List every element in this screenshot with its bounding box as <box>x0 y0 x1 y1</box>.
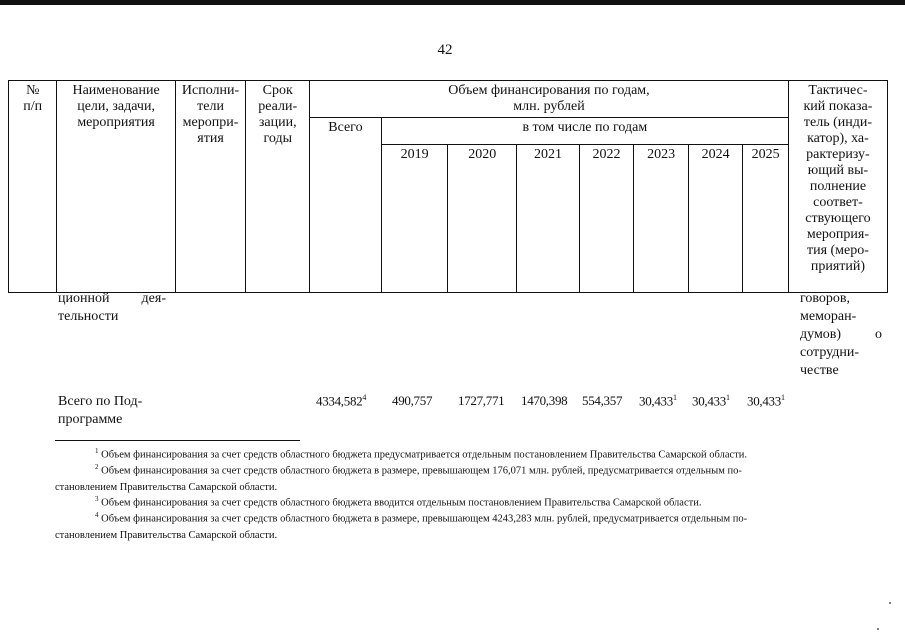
total-row-label: Всего по Под- <box>58 394 143 409</box>
scan-speck <box>877 628 879 630</box>
value-2023: 30,433$^1$ <box>639 393 677 409</box>
page-top-border <box>0 0 905 5</box>
total-value: 4334,582$^4$ <box>316 393 367 409</box>
header-term: Срок реали- зации, годы <box>246 81 310 293</box>
header-year: 2022 <box>579 145 634 293</box>
header-number: № п/п <box>9 81 57 293</box>
footnote-1: $^1$ Объем финансирования за счет средств областного бюджета предусматривается отдельным постановлением Правительства Самарской области. <box>95 447 748 461</box>
indicator-line: говоров, <box>800 291 851 306</box>
footnote-2: $^2$ Объем финансирования за счет средств областного бюджета в размере, превышающем 176,071 млн. рублей, предусматривается отдельным по- становлением Правительства Самарской области. <box>55 463 742 493</box>
indicator-line: честве <box>800 363 839 378</box>
value-2020: 1727,771 <box>458 393 505 408</box>
funding-table-header <box>8 80 888 293</box>
footnote-3: $^3$ Объем финансирования за счет средств областного бюджета вводится отдельным постановлением Правительства Самарской области. <box>95 495 702 509</box>
footnote-separator <box>55 440 300 441</box>
total-row-label-2: программе <box>58 412 123 427</box>
header-year: 2021 <box>517 145 580 293</box>
value-2021: 1470,398 <box>521 393 568 408</box>
activity-name-continuation-2: тельности <box>58 309 119 324</box>
scan-speck <box>889 602 891 604</box>
indicator-line: сотрудни- <box>800 345 860 360</box>
header-year: 2020 <box>448 145 517 293</box>
footnote-4: $^4$ Объем финансирования за счет средств областного бюджета в размере, превышающем 4243,283 млн. рублей, предусматривается отдельным по- становлением Правительства Самарской области. <box>55 511 748 541</box>
indicator-line: думов) о <box>800 327 882 342</box>
header-year: 2019 <box>381 145 448 293</box>
header-year: 2024 <box>688 145 743 293</box>
activity-name-continuation: ционной дея- <box>58 291 166 306</box>
value-2025: 30,433$^1$ <box>747 393 785 409</box>
header-year: 2025 <box>743 145 789 293</box>
header-executors: Исполни- тели меропри- ятия <box>175 81 246 293</box>
indicator-line: меморан- <box>800 309 857 324</box>
header-indicator: Тактичес- кий показа- тель (инди- катор), ха- рактеризу- ющий вы- полнение соответ- ствующего мероприя- тия (меро- приятий) <box>788 81 887 293</box>
header-funding-title: Объем финансирования по годам, млн. рублей <box>310 81 789 118</box>
header-name: Наименование цели, задачи, мероприятия <box>57 81 175 293</box>
value-2024: 30,433$^1$ <box>692 393 730 409</box>
value-2022: 554,357 <box>582 393 623 408</box>
header-by-years: в том числе по годам <box>381 118 788 145</box>
value-2019: 490,757 <box>392 393 433 408</box>
header-total: Всего <box>310 118 382 293</box>
page-number: 42 <box>437 42 453 58</box>
header-year: 2023 <box>634 145 689 293</box>
